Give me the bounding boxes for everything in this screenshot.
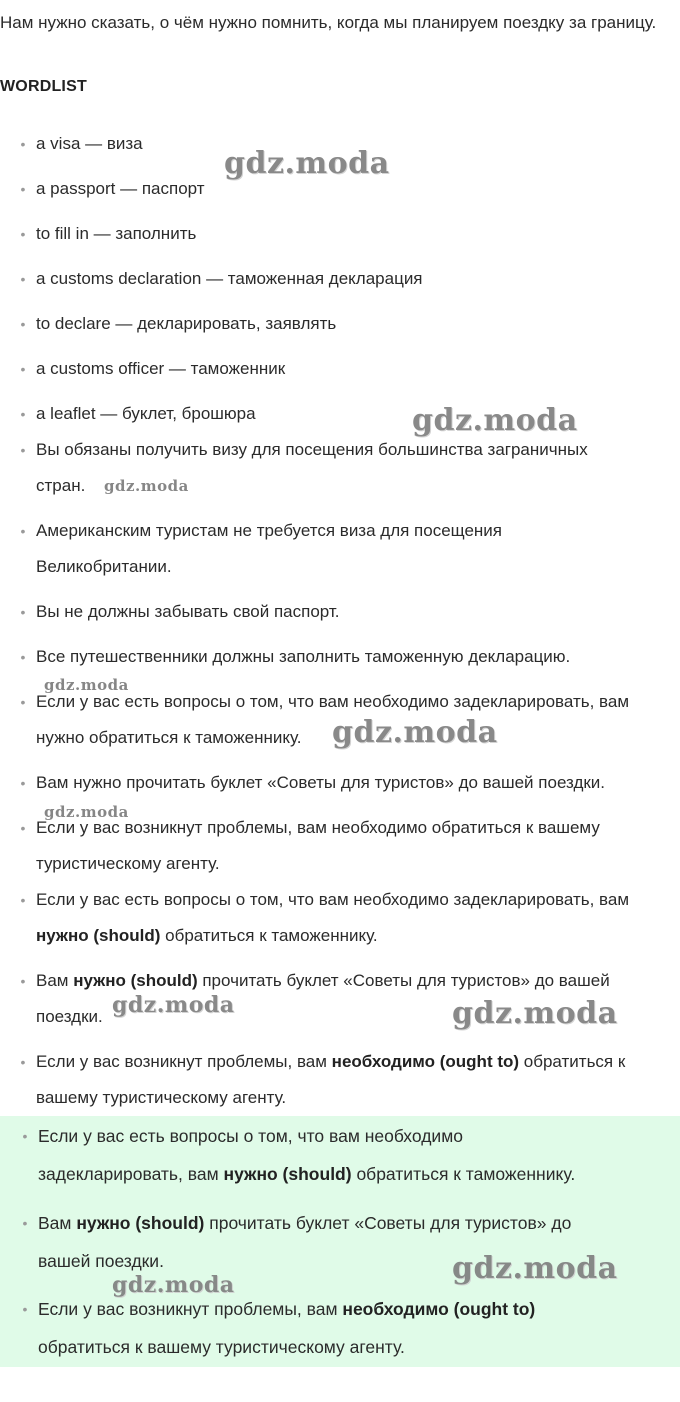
watermark: gdz.moda	[412, 403, 578, 438]
bullet-icon: •	[20, 442, 26, 458]
sentence-text: вашему туристическому агенту.	[36, 1088, 287, 1107]
bullet-icon: •	[20, 649, 26, 665]
bullet-icon: •	[20, 892, 26, 908]
wordlist-entry: a customs officer — таможенник	[36, 359, 286, 378]
wordlist-entry: to declare — декларировать, заявлять	[36, 314, 337, 333]
watermark: gdz.moda	[112, 1272, 235, 1298]
modal-verb: нужно (should)	[73, 971, 198, 990]
sentence-text: Если у вас возникнут проблемы, вам	[36, 1052, 332, 1071]
bullet-icon: •	[22, 1301, 28, 1317]
bullet-icon: •	[22, 1128, 28, 1144]
wordlist-heading: WORDLIST	[0, 78, 87, 95]
watermark: gdz.moda	[332, 715, 498, 750]
bullet-icon: •	[20, 181, 26, 197]
watermark: gdz.moda	[224, 146, 390, 181]
bullet-icon: •	[20, 820, 26, 836]
sentence-text: обратиться к	[519, 1052, 626, 1071]
watermark: gdz.moda	[112, 992, 235, 1018]
bullet-icon: •	[20, 406, 26, 422]
sentence-text: Если у вас возникнут проблемы, вам	[38, 1299, 343, 1319]
sentence-text: Если у вас есть вопросы о том, что вам необходимо	[38, 1126, 463, 1146]
list-item	[20, 351, 676, 387]
sentence-text: Вам	[36, 971, 74, 990]
sentence-text: Все путешественники должны заполнить таможенную декларацию.	[36, 647, 571, 666]
list-item	[22, 1290, 678, 1366]
sentence-text: Если у вас возникнут проблемы, вам необходимо обратиться к вашему	[36, 818, 600, 837]
list-item	[20, 882, 676, 954]
wordlist-entry: a leaflet — буклет, брошюра	[36, 404, 256, 423]
sentence-text: прочитать буклет «Советы для туристов» до вашей	[197, 971, 610, 990]
list-item	[20, 765, 676, 801]
bullet-icon: •	[20, 136, 26, 152]
bullet-icon: •	[20, 775, 26, 791]
sentence-text: обратиться к таможеннику.	[160, 926, 378, 945]
sentence-text: Вам	[38, 1213, 77, 1233]
sentence-text: задекларировать, вам	[38, 1164, 224, 1184]
sentence-text: обратиться к таможеннику.	[351, 1164, 576, 1184]
modal-verb: нужно (should)	[36, 926, 161, 945]
sentence-text: поездки.	[36, 1007, 103, 1026]
bullet-icon: •	[20, 271, 26, 287]
bullet-icon: •	[20, 226, 26, 242]
bullet-icon: •	[20, 1054, 26, 1070]
sentence-text: стран.	[36, 476, 86, 495]
bullet-icon: •	[20, 604, 26, 620]
watermark: gdz.moda	[44, 676, 129, 694]
watermark: gdz.moda	[452, 1251, 618, 1286]
wordlist-entry: to fill in — заполнить	[36, 224, 197, 243]
sentence-text: туристическому агенту.	[36, 854, 220, 873]
watermark: gdz.moda	[452, 996, 618, 1031]
sentence-text: нужно обратиться к таможеннику.	[36, 728, 302, 747]
sentence-text: Если у вас есть вопросы о том, что вам необходимо задекларировать, вам	[36, 692, 630, 711]
list-item	[20, 810, 676, 882]
sentence-text: Вы обязаны получить визу для посещения большинства заграничных	[36, 440, 588, 459]
list-item	[20, 216, 676, 252]
modal-verb: нужно (should)	[76, 1213, 205, 1233]
list-item	[20, 306, 676, 342]
watermark: gdz.moda	[44, 803, 129, 821]
wordlist-entry: a visa — виза	[36, 134, 143, 153]
bullet-icon: •	[22, 1215, 28, 1231]
modal-verb: необходимо (ought to)	[331, 1052, 520, 1071]
wordlist-entry: a passport — паспорт	[36, 179, 205, 198]
bullet-icon: •	[20, 694, 26, 710]
wordlist-entry: a customs declaration — таможенная декларация	[36, 269, 423, 288]
sentence-text: Великобритании.	[36, 557, 172, 576]
sentence-text: Если у вас есть вопросы о том, что вам необходимо задекларировать, вам	[36, 890, 630, 909]
bullet-icon: •	[20, 973, 26, 989]
list-item	[22, 1117, 678, 1193]
bullet-icon: •	[20, 523, 26, 539]
list-item	[20, 513, 676, 585]
sentence-text: Вы не должны забывать свой паспорт.	[36, 602, 340, 621]
sentence-text: прочитать буклет «Советы для туристов» до	[204, 1213, 572, 1233]
sentence-text: обратиться к вашему туристическому агенту.	[38, 1337, 405, 1357]
sentence-text: Вам нужно прочитать буклет «Советы для туристов» до вашей поездки.	[36, 773, 606, 792]
list-item	[20, 639, 676, 675]
modal-verb: необходимо (ought to)	[342, 1299, 536, 1319]
list-item	[20, 1044, 676, 1116]
bullet-icon: •	[20, 361, 26, 377]
modal-verb: нужно (should)	[223, 1164, 352, 1184]
sentence-text: вашей поездки.	[38, 1251, 164, 1271]
watermark: gdz.moda	[104, 477, 189, 495]
list-item	[20, 594, 676, 630]
bullet-icon: •	[20, 316, 26, 332]
intro-text: Нам нужно сказать, о чём нужно помнить, когда мы планируем поездку за границу.	[0, 13, 657, 32]
list-item	[20, 261, 676, 297]
sentence-text: Американским туристам не требуется виза для посещения	[36, 521, 503, 540]
list-item	[20, 396, 676, 432]
